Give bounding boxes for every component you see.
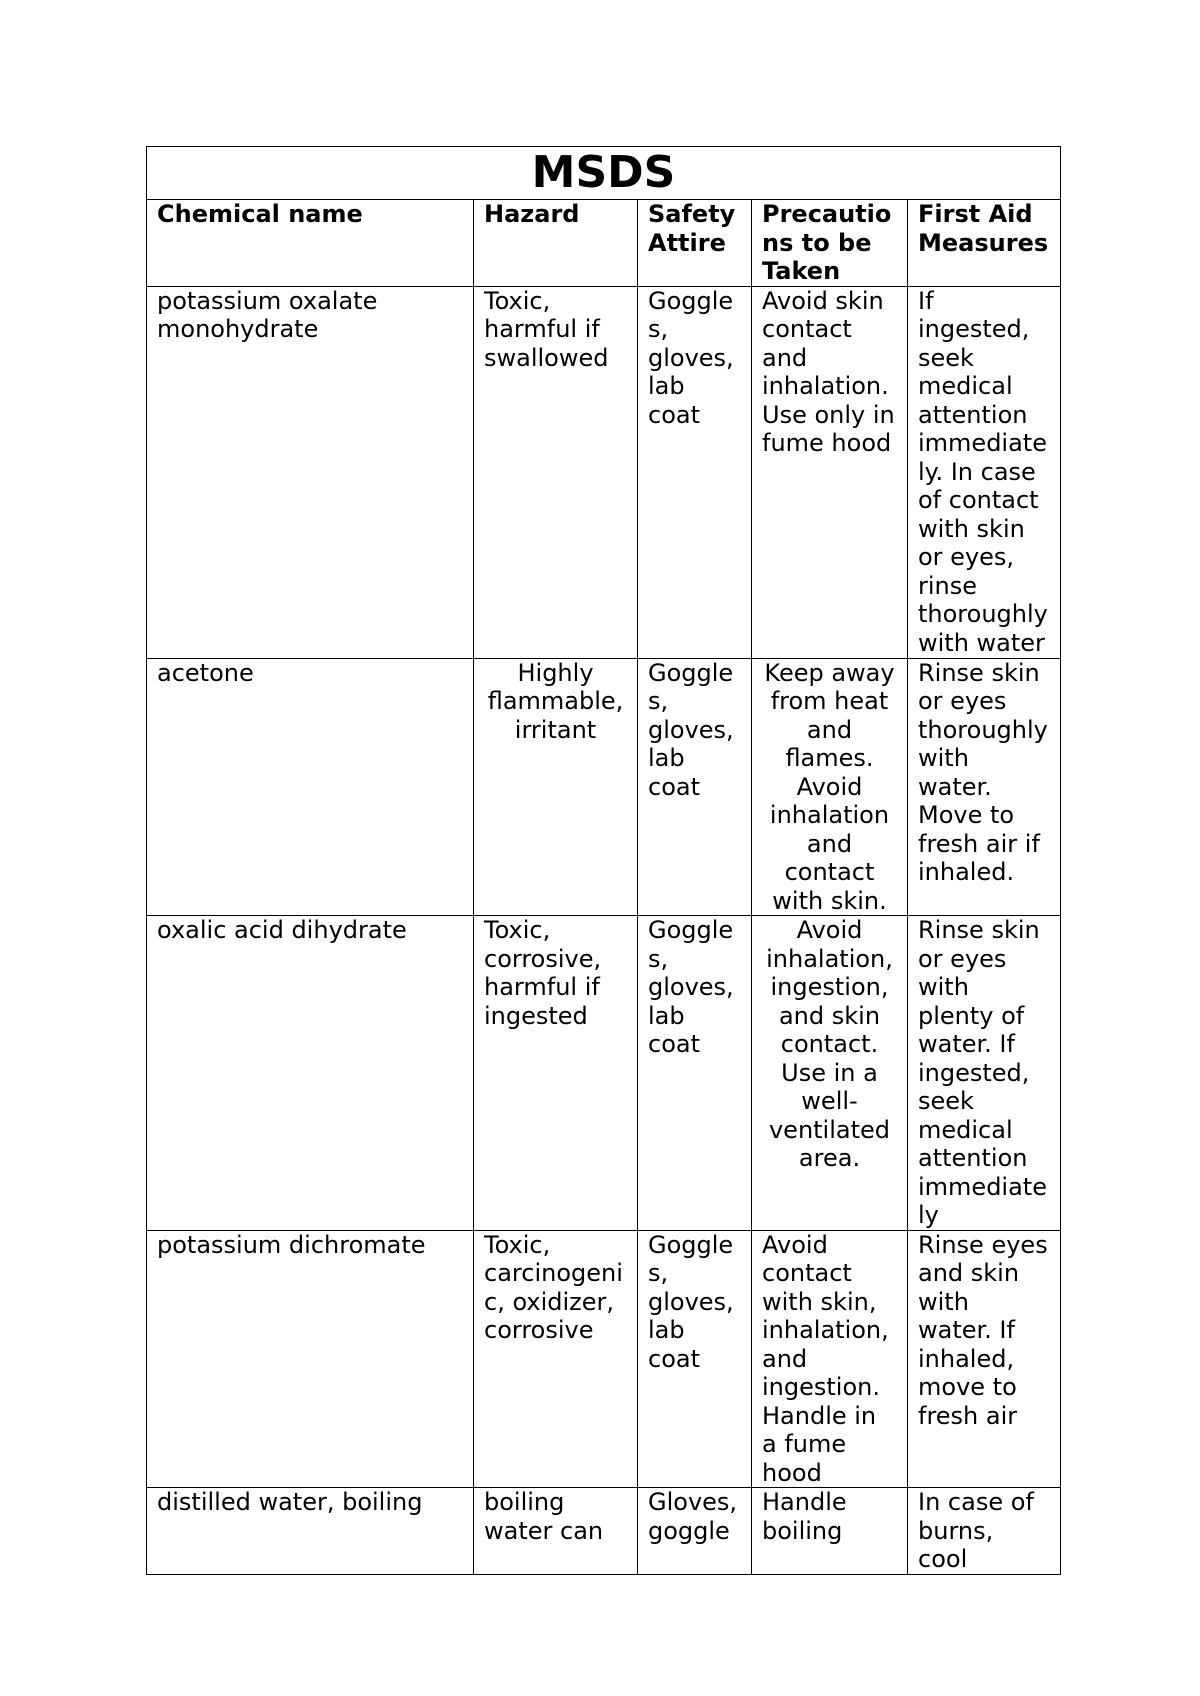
cell-precautions: Avoid skin contact and inhalation. Use only in fume hood bbox=[752, 286, 908, 658]
cell-attire: Goggles, gloves, lab coat bbox=[638, 916, 752, 1231]
header-precautions: Precautions to be Taken bbox=[752, 200, 908, 287]
cell-first-aid: In case of burns, cool bbox=[908, 1488, 1061, 1575]
cell-chemical: acetone bbox=[147, 658, 474, 916]
cell-first-aid: Rinse skin or eyes thoroughly with water. Move to fresh air if inhaled. bbox=[908, 658, 1061, 916]
cell-first-aid: If ingested, seek medical attention immediately. In case of contact with skin or eyes, rinse thoroughly with water bbox=[908, 286, 1061, 658]
table-row bbox=[147, 916, 1061, 1231]
cell-chemical: potassium dichromate bbox=[147, 1230, 474, 1488]
msds-table bbox=[146, 146, 1061, 1575]
cell-first-aid: Rinse skin or eyes with plenty of water. If ingested, seek medical attention immediately bbox=[908, 916, 1061, 1231]
cell-precautions: Keep away from heat and flames. Avoid inhalation and contact with skin. bbox=[752, 658, 908, 916]
cell-attire: Goggles, gloves, lab coat bbox=[638, 658, 752, 916]
header-safety-attire: Safety Attire bbox=[638, 200, 752, 287]
header-hazard: Hazard bbox=[474, 200, 638, 287]
cell-hazard: boiling water can bbox=[474, 1488, 638, 1575]
cell-hazard: Toxic, carcinogenic, oxidizer, corrosive bbox=[474, 1230, 638, 1488]
table-row bbox=[147, 1230, 1061, 1488]
cell-chemical: distilled water, boiling bbox=[147, 1488, 474, 1575]
title-row bbox=[147, 147, 1061, 200]
table-row bbox=[147, 658, 1061, 916]
cell-attire: Goggles, gloves, lab coat bbox=[638, 1230, 752, 1488]
cell-hazard: Toxic, harmful if swallowed bbox=[474, 286, 638, 658]
cell-precautions: Handle boiling bbox=[752, 1488, 908, 1575]
cell-hazard: Toxic, corrosive, harmful if ingested bbox=[474, 916, 638, 1231]
table-title: MSDS bbox=[147, 147, 1061, 200]
cell-precautions: Avoid contact with skin, inhalation, and ingestion. Handle in a fume hood bbox=[752, 1230, 908, 1488]
header-chemical-name: Chemical name bbox=[147, 200, 474, 287]
table-row bbox=[147, 286, 1061, 658]
cell-hazard: Highly flammable, irritant bbox=[474, 658, 638, 916]
cell-chemical: oxalic acid dihydrate bbox=[147, 916, 474, 1231]
header-first-aid: First Aid Measures bbox=[908, 200, 1061, 287]
table-row bbox=[147, 1488, 1061, 1575]
cell-attire: Gloves, goggle bbox=[638, 1488, 752, 1575]
cell-precautions: Avoid inhalation, ingestion, and skin contact. Use in a well-ventilated area. bbox=[752, 916, 908, 1231]
cell-first-aid: Rinse eyes and skin with water. If inhaled, move to fresh air bbox=[908, 1230, 1061, 1488]
cell-chemical: potassium oxalate monohydrate bbox=[147, 286, 474, 658]
cell-attire: Goggles, gloves, lab coat bbox=[638, 286, 752, 658]
header-row bbox=[147, 200, 1061, 287]
